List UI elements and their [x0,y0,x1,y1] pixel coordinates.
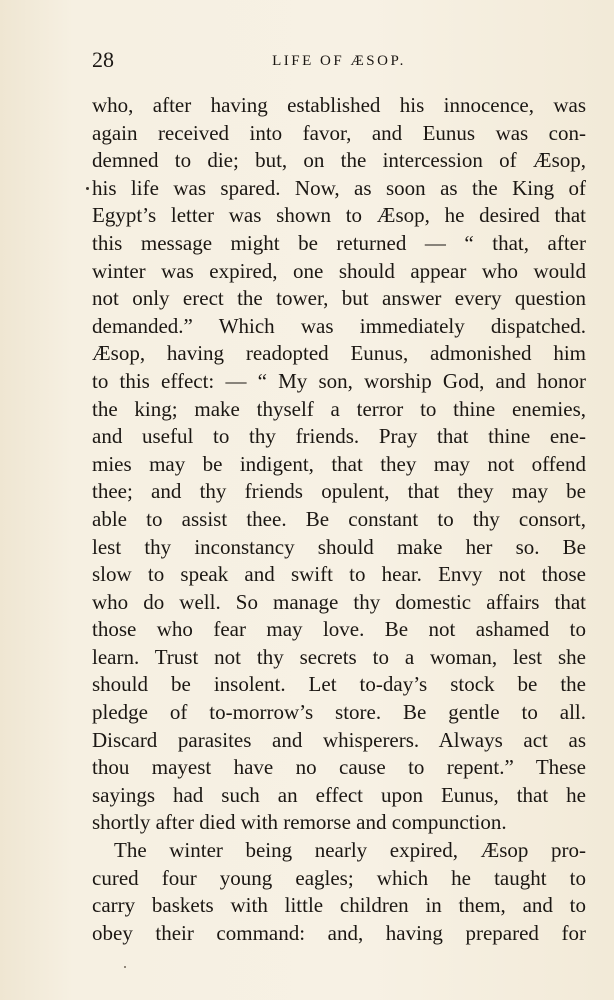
text-line: pledge of to-morrow’s store. Be gentle to all. [92,700,586,725]
text-line: not only erect the tower, but answer every question [92,286,586,311]
running-head: LIFE OF ÆSOP. [272,53,406,69]
text-line: sayings had such an effect upon Eunus, that he [92,782,586,807]
text-line: and useful to thy friends. Pray that thine ene- [92,424,586,449]
page-number: 28 [92,47,114,72]
text-line: winter was expired, one should appear who would [92,258,586,283]
text-line: Egypt’s letter was shown to Æsop, he desired that [92,203,586,228]
text-line: those who fear may love. Be not ashamed to [92,617,586,642]
text-line: this message might be returned — “ that, after [92,230,586,255]
text-line: obey their command: and, having prepared for [92,920,586,945]
text-line: demanded.” Which was immediately dispatched. [92,313,586,338]
body-text [92,92,586,947]
page-speck [124,966,126,968]
text-line: thou mayest have no cause to repent.” These [92,755,586,780]
text-line: shortly after died with remorse and compunction. [92,810,507,835]
text-line: The winter being nearly expired, Æsop pro- [114,838,586,863]
text-line: who, after having established his innocence, was [92,93,586,117]
text-line: thee; and thy friends opulent, that they may be [92,479,586,504]
text-line: mies may be indigent, that they may not offend [92,451,586,476]
page-header [92,46,586,74]
text-line: to this effect: — “ My son, worship God, and honor [92,368,586,393]
text-line: the king; make thyself a terror to thine enemies, [92,396,586,421]
text-line: slow to speak and swift to hear. Envy not those [92,562,586,587]
text-line: who do well. So manage thy domestic affairs that [92,589,586,614]
text-line: should be insolent. Let to-day’s stock be the [92,672,586,697]
text-line: lest thy inconstancy should make her so. Be [92,534,586,559]
text-line: again received into favor, and Eunus was con- [92,120,586,145]
text-line: carry baskets with little children in them, and to [92,893,586,918]
text-line: cured four young eagles; which he taught to [92,865,586,890]
margin-mark [86,187,89,190]
text-line: Æsop, having readopted Eunus, admonished him [92,341,586,366]
text-line: his life was spared. Now, as soon as the King of [92,175,586,200]
text-line: demned to die; but, on the intercession of Æsop, [92,148,586,173]
text-line: able to assist thee. Be constant to thy consort, [92,506,586,531]
text-line: Discard parasites and whisperers. Always act as [92,727,586,752]
text-line: learn. Trust not thy secrets to a woman, lest she [92,644,586,669]
